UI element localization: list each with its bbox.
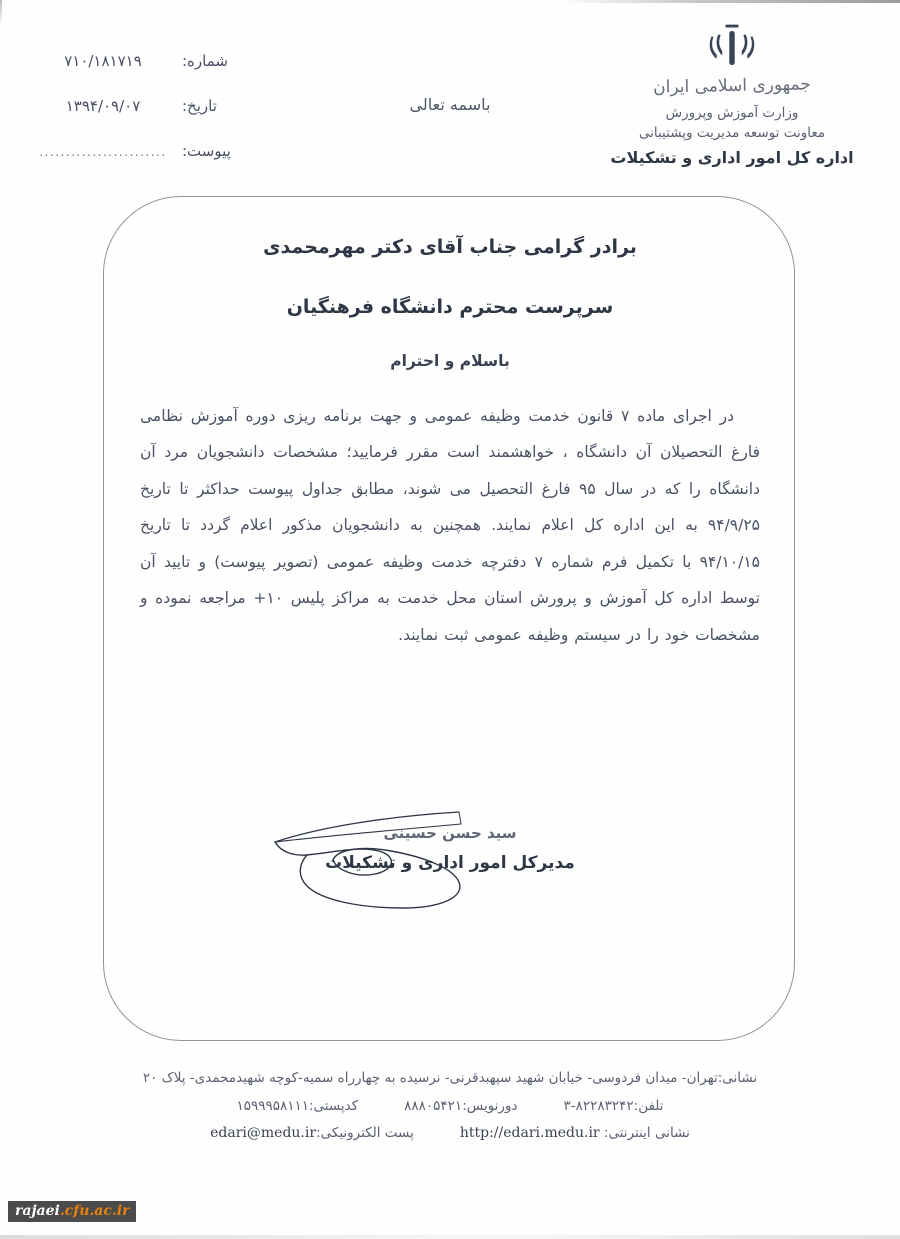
phone-label: تلفن: [633,1098,664,1114]
date-label: تاریخ: [182,97,217,115]
salutation-line-1: برادر گرامی جناب آقای دکتر مهرمحمدی [263,236,637,258]
signature-block [0,818,900,899]
footer-web-row [0,1125,900,1141]
email-value[interactable]: edari@medu.ir [210,1125,317,1141]
postal-value: ۱۵۹۹۹۵۸۱۱۱ [236,1098,309,1114]
scan-edge-left [0,0,2,26]
site-watermark [8,1201,136,1222]
footer-email [210,1125,414,1141]
footer-website [460,1125,690,1141]
footer-postal-code [236,1098,358,1114]
letter-content [140,236,760,653]
website-label: نشانی اینترنتی: [603,1125,690,1141]
email-label: پست الکترونیکی: [316,1125,414,1141]
date-value: ۱۳۹۴/۰۹/۰۷ [65,97,141,115]
greeting-line: باسلام و احترام [390,352,510,370]
number-value: ۷۱۰/۱۸۱۷۱۹ [64,52,142,70]
meta-row-number [24,52,244,70]
scan-edge-bottom [0,1235,900,1239]
iran-national-emblem-icon [704,22,760,74]
footer-fax [404,1098,517,1114]
basmala-heading: باسمه تعالی [409,95,491,114]
watermark-part-2: .cfu.ac.ir [59,1203,130,1219]
footer-phone [564,1098,664,1114]
attachment-value: ........................ [39,145,167,159]
salutation-line-2: سرپرست محترم دانشگاه فرهنگیان [286,296,614,318]
letter-body: در اجرای ماده ۷ قانون خدمت وظیفه عمومی و جهت برنامه ریزی دوره آموزش نظامی فارغ التحصیلان آن دانشگاه ، خواهشمند است مقرر فرمایید؛ مشخصات دانشجویان مرد آن دانشگاه را که در سال ۹۵ فارغ التحصیل می شوند، مطابق جداول پیوست حداکثر تا تاریخ ۹۴/۹/۲۵ به این اداره کل اعلام نمایند. همچنین به دانشجویان مذکور اعلام گردد تا تاریخ ۹۴/۱۰/۱۵ با تکمیل فرم شماره ۷ دفترچه خدمت وظیفه عمومی (تصویر پیوست) و تایید آن توسط اداره کل آموزش و پرورش استان محل خدمت به مراکز پلیس ۱۰+ مراجعه نموده و مشخصات خود را در سیستم وظیفه عمومی ثبت نمایند. [140,407,761,644]
signer-name: سید حسن حسینی [383,824,517,842]
footer-address: نشانی:تهران- میدان فردوسی- خیابان شهید سپهبدقرنی- نرسیده به چهارراه سمیه-کوچه شهیدمحمدی- پلاک ۲۰ [142,1070,758,1086]
ministry-name: وزارت آموزش وپرورش [665,105,799,121]
attachment-label: پیوست: [182,142,231,160]
document-meta [24,52,244,187]
footer-contact-row [0,1098,900,1114]
scan-edge-top [560,0,900,3]
emblem-caption: جمهوری اسلامی ایران [652,74,812,98]
fax-label: دورنویس: [462,1098,518,1114]
number-label: شماره: [182,52,228,70]
watermark-part-1: rajaei [15,1203,60,1219]
meta-row-attachment [24,142,244,160]
department-name: اداره کل امور اداری و تشکیلات [610,148,854,167]
deputy-name: معاونت توسعه مدیریت وپشتیبانی [638,125,826,141]
website-value[interactable]: http://edari.medu.ir [459,1125,600,1141]
phone-value: ۸۲۲۸۳۲۴۲-۳ [563,1098,634,1114]
signer-title: مدیرکل امور اداری و تشکیلات [325,853,575,873]
document-footer [0,1070,900,1152]
fax-value: ۸۸۸۰۵۴۲۱ [404,1098,463,1114]
postal-label: کدپستی: [308,1098,359,1114]
